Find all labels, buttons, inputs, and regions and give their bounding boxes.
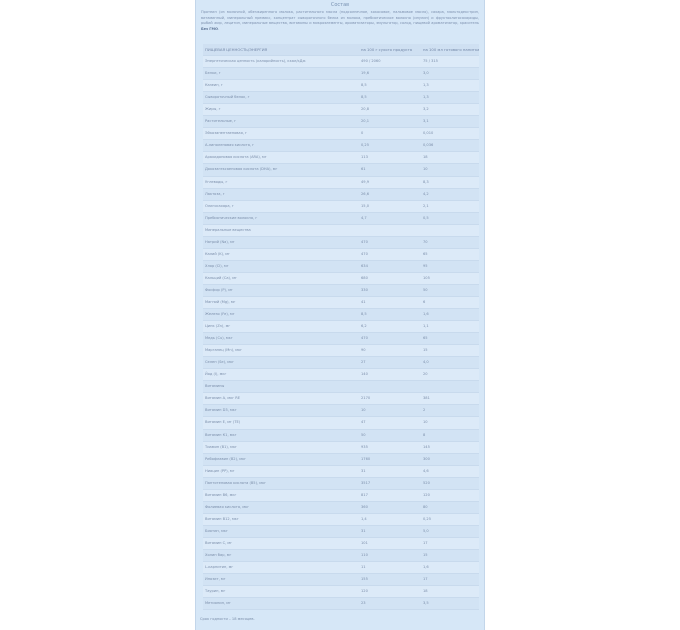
nutrient-name-cell: Витамин В6, мкг [205, 492, 237, 497]
composition-text-tail: . [217, 26, 220, 31]
per-100g-cell: 680 [361, 275, 368, 280]
nutrient-name-cell: Рибофлавин (В2), мкг [205, 456, 247, 461]
per-100ml-cell: 120 [423, 492, 430, 497]
per-100g-cell: 1,4 [361, 516, 367, 521]
per-100ml-cell: 18 [423, 589, 428, 594]
per-100g-cell: 2170 [361, 396, 371, 401]
per-100ml-cell: 3,2 [423, 107, 429, 112]
per-100ml-cell: 1,6 [423, 565, 429, 570]
per-100ml-cell: 1,3 [423, 95, 429, 100]
per-100ml-cell: 0,036 [423, 143, 434, 148]
header-cell-nutrient: ПИЩЕВАЯ ЦЕННОСТЬ/ЭНЕРГИЯ [205, 47, 268, 52]
per-100ml-cell: 65 [423, 251, 428, 256]
per-100ml-cell: 105 [423, 275, 430, 280]
per-100ml-cell: 18 [423, 155, 428, 160]
per-100ml-cell: 15 [423, 552, 428, 557]
nutrient-name-cell: Витамин Е, мг (TE) [205, 420, 241, 425]
per-100ml-cell: 2 [423, 408, 426, 413]
per-100ml-cell: 4,2 [423, 191, 429, 196]
per-100ml-cell: 3,5 [423, 601, 429, 606]
table-row [203, 550, 479, 562]
per-100ml-cell: 2,1 [423, 203, 429, 208]
per-100g-cell: 8,5 [361, 312, 367, 317]
per-100g-cell: 817 [361, 492, 368, 497]
per-100g-cell: 8,5 [361, 83, 367, 88]
per-100ml-cell: 1,3 [423, 83, 429, 88]
table-row [203, 285, 479, 297]
per-100g-cell: 19,6 [361, 71, 370, 76]
per-100g-cell: 27 [361, 360, 366, 365]
table-row [203, 92, 479, 104]
per-100ml-cell: 6 [423, 299, 426, 304]
table-row [203, 297, 479, 309]
table-row [203, 56, 479, 68]
per-100ml-cell: 0,5 [423, 215, 429, 220]
table-body [203, 56, 479, 610]
per-100ml-cell: 0,010 [423, 131, 434, 136]
per-100g-cell: 155 [361, 577, 368, 582]
per-100ml-cell: 8 [423, 432, 426, 437]
table-row [203, 333, 479, 345]
nutrient-name-cell: Селен (Se), мкг [205, 360, 235, 365]
table-row [203, 309, 479, 321]
per-100ml-cell: 15 [423, 348, 428, 353]
nutrient-name-cell: Таурин, мг [205, 589, 226, 594]
table-row [203, 417, 479, 429]
nutrient-name-cell: Магний (Mg), мг [205, 299, 236, 304]
nutrient-name-cell: Тиамин (В1), мкг [205, 444, 237, 449]
per-100g-cell: 90 [361, 348, 366, 353]
table-row [203, 381, 479, 393]
nutrient-name-cell: Натрий (Na), мг [205, 239, 235, 244]
per-100ml-cell: 1,6 [423, 312, 429, 317]
table-row [203, 213, 479, 225]
table-row [203, 405, 479, 417]
per-100g-cell: 634 [361, 263, 368, 268]
nutrient-name-cell: Йод (I), мкг [205, 372, 227, 377]
table-row [203, 574, 479, 586]
nutrient-name-cell: Олигосахара, г [205, 203, 234, 208]
table-row [203, 393, 479, 405]
section-title: Состав [330, 2, 350, 8]
composition-text [196, 9, 484, 42]
per-100g-cell: 3517 [361, 480, 371, 485]
table-row [203, 357, 479, 369]
table-row [203, 152, 479, 164]
table-row [203, 80, 479, 92]
table-row [203, 345, 479, 357]
nutrient-name-cell: Фолиевая кислота, мкг [205, 504, 250, 509]
nutrient-name-cell: Витамин А, мкг RE [205, 396, 241, 401]
nutrient-name-cell: Минеральные вещества [205, 227, 251, 232]
nutrient-name-cell: Цинк (Zn), мг [205, 324, 231, 329]
per-100g-cell: 330 [361, 287, 368, 292]
nutrient-name-cell: Витамин D3, мкг [205, 408, 237, 413]
nutrient-name-cell: Холин бар, мг [205, 552, 232, 557]
per-100ml-cell: 4,0 [423, 360, 429, 365]
per-100g-cell: 120 [361, 589, 368, 594]
per-100g-cell: 20,1 [361, 119, 370, 124]
per-100ml-cell: 70 [423, 239, 428, 244]
per-100ml-cell: 4,6 [423, 468, 429, 473]
table-row [203, 177, 479, 189]
shelf-life-note: Срок годности – 18 месяцев. [200, 617, 255, 621]
composition-card [195, 0, 485, 630]
per-100ml-cell: 95 [423, 263, 428, 268]
per-100g-cell: 8,5 [361, 95, 367, 100]
per-100ml-cell: 3,0 [423, 71, 429, 76]
nutrient-name-cell: Витамин К1, мкг [205, 432, 237, 437]
per-100ml-cell: 0,25 [423, 516, 432, 521]
table-row [203, 598, 479, 610]
per-100ml-cell: 10 [423, 167, 428, 172]
table-row [203, 237, 479, 249]
per-100g-cell: 140 [361, 372, 368, 377]
composition-text-body: Протеин (из молочной, обезжиренного молока, растительного масла (подсолнечное, кокосовое, пальмовое масло), сахара, мальтодекстрин, витаминный, минеральный премикс, концентрат сывороточного белка из молока, пребиотическое волокно (инулин) и фруктоолигосахариды, рыбий жир, лецитин, минеральные вещества, витамины и микроэлементы, ароматизаторы, эмульгатор, солод, пищевой ароматизатор, краситель [201, 10, 479, 25]
table-row [203, 189, 479, 201]
nutrient-name-cell: Пребиотические волокна, г [205, 215, 258, 220]
nutrient-name-cell: L-карнитин, мг [205, 565, 234, 570]
table-row [203, 225, 479, 237]
nutrient-name-cell: Ниацин (РР), мг [205, 468, 235, 473]
per-100g-cell: 0 [361, 131, 364, 136]
per-100g-cell: 360 [361, 504, 368, 509]
nutrient-name-cell: Метионин, мг [205, 601, 231, 606]
per-100g-cell: 10 [361, 408, 366, 413]
header-cell-per-100g: на 100 г сухого продукта [361, 47, 413, 52]
per-100g-cell: 101 [361, 540, 368, 545]
nutrient-name-cell: Витамин С, мг [205, 540, 233, 545]
table-row [203, 526, 479, 538]
nutrient-name-cell: Витамины [205, 384, 225, 389]
per-100ml-cell: 17 [423, 540, 428, 545]
nutrient-name-cell: Фосфор (P), мг [205, 287, 233, 292]
table-row [203, 68, 479, 80]
table-row [203, 442, 479, 454]
per-100g-cell: 31 [361, 468, 366, 473]
per-100g-cell: 49,9 [361, 179, 370, 184]
per-100g-cell: 11 [361, 565, 366, 570]
per-100g-cell: 490 / 2060 [361, 59, 381, 64]
per-100g-cell: 470 [361, 239, 368, 244]
per-100ml-cell: 80 [423, 504, 428, 509]
per-100g-cell: 50 [361, 432, 366, 437]
per-100ml-cell: 520 [423, 480, 430, 485]
nutrient-name-cell: Биотин, мкг [205, 528, 228, 533]
per-100ml-cell: 3,1 [423, 119, 429, 124]
table-row [203, 261, 479, 273]
nutrient-name-cell: Витамин В12, мкг [205, 516, 239, 521]
header-cell-per-100ml: на 100 мл готового напитка [423, 47, 479, 52]
per-100g-cell: 113 [361, 155, 368, 160]
per-100ml-cell: 17 [423, 577, 428, 582]
per-100g-cell: 47 [361, 420, 366, 425]
nutrient-name-cell: Арахидоновая кислота (ARA), мг [205, 155, 267, 160]
table-row [203, 140, 479, 152]
per-100g-cell: 0,25 [361, 143, 370, 148]
per-100ml-cell: 65 [423, 336, 428, 341]
nutrient-name-cell: Лактоза, г [205, 191, 225, 196]
nutrient-name-cell: Сывороточный белок, г [205, 95, 250, 100]
nutrient-name-cell: Пантотеновая кислота (В5), мкг [205, 480, 267, 485]
table-row [203, 562, 479, 574]
per-100g-cell: 26,6 [361, 191, 370, 196]
per-100g-cell: 935 [361, 444, 368, 449]
table-row [203, 490, 479, 502]
per-100ml-cell: 300 [423, 456, 430, 461]
nutrient-name-cell: Белки, г [205, 71, 221, 76]
nutrient-name-cell: Углеводы, г [205, 179, 228, 184]
table-row [203, 273, 479, 285]
table-row [203, 538, 479, 550]
table-row [203, 369, 479, 381]
per-100ml-cell: 20 [423, 372, 428, 377]
table-row [203, 514, 479, 526]
nutrient-name-cell: Железо (Fe), мг [205, 312, 235, 317]
nutrient-name-cell: Энергетическая ценность (калорийность), ккал/кДж [205, 59, 306, 64]
per-100ml-cell: 8,3 [423, 179, 429, 184]
per-100g-cell: 4,7 [361, 215, 367, 220]
nutrient-name-cell: Медь (Cu), мкг [205, 336, 233, 341]
nutrient-name-cell: Жиры, г [205, 107, 221, 112]
table-row [203, 502, 479, 514]
table-header-row [203, 44, 479, 56]
no-gmo-label: Без ГМО [201, 26, 218, 31]
nutrition-table [203, 44, 479, 610]
per-100g-cell: 6,2 [361, 324, 367, 329]
nutrient-name-cell: Растительные, г [205, 119, 237, 124]
nutrient-name-cell: Α-линоленовая кислота, г [205, 143, 255, 148]
nutrient-name-cell: Марганец (Mn), мкг [205, 348, 243, 353]
table-row [203, 321, 479, 333]
table-row [203, 430, 479, 442]
table-row [203, 454, 479, 466]
table-row [203, 201, 479, 213]
table-row [203, 164, 479, 176]
per-100g-cell: 470 [361, 251, 368, 256]
per-100g-cell: 23 [361, 601, 366, 606]
per-100ml-cell: 10 [423, 420, 428, 425]
nutrient-name-cell: Кальций (Ca), мг [205, 275, 237, 280]
table-row [203, 478, 479, 490]
per-100ml-cell: 75 / 315 [423, 59, 438, 64]
nutrient-name-cell: Калий (K), мг [205, 251, 230, 256]
per-100g-cell: 41 [361, 299, 366, 304]
nutrient-name-cell: Хлор (Cl), мг [205, 263, 229, 268]
per-100g-cell: 61 [361, 167, 366, 172]
per-100g-cell: 20,8 [361, 107, 370, 112]
table-row [203, 466, 479, 478]
per-100g-cell: 1760 [361, 456, 371, 461]
nutrient-name-cell: Докозагексаеновая кислота (DHA), мг [205, 167, 278, 172]
nutrient-name-cell: Эйкозапентаеновая, г [205, 131, 247, 136]
per-100ml-cell: 50 [423, 287, 428, 292]
per-100ml-cell: 381 [423, 396, 430, 401]
per-100ml-cell: 1,1 [423, 324, 429, 329]
per-100g-cell: 470 [361, 336, 368, 341]
nutrient-name-cell: Казеин, г [205, 83, 223, 88]
per-100ml-cell: 145 [423, 444, 430, 449]
per-100ml-cell: 5,0 [423, 528, 429, 533]
table-row [203, 249, 479, 261]
nutrient-name-cell: Инозит, мг [205, 577, 226, 582]
table-row [203, 586, 479, 598]
per-100g-cell: 31 [361, 528, 366, 533]
per-100g-cell: 110 [361, 552, 368, 557]
table-row [203, 104, 479, 116]
table-row [203, 116, 479, 128]
per-100g-cell: 15,0 [361, 203, 370, 208]
table-row [203, 128, 479, 140]
